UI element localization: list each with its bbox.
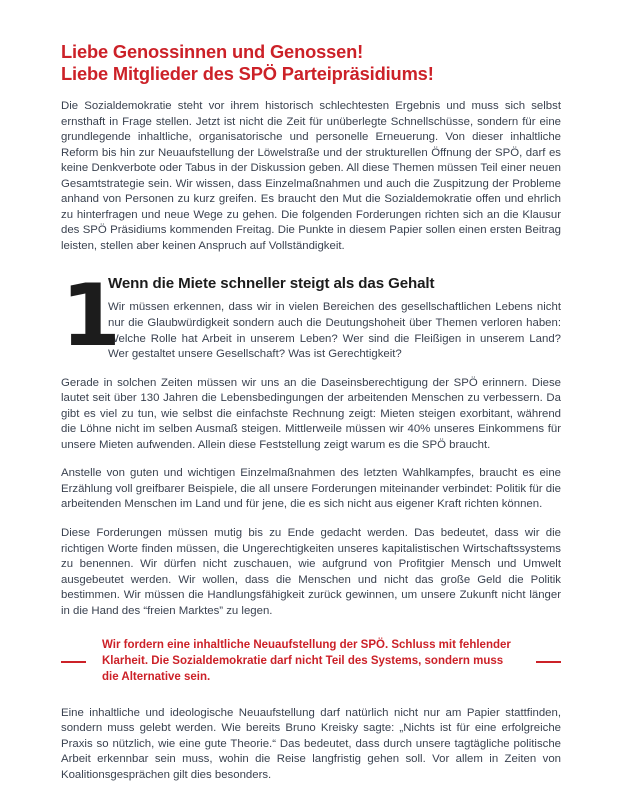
- section-paragraph-1: Wir müssen erkennen, dass wir in vielen Bereichen des gesellschaftlichen Lebens nicht nur die Glaubwürdigkeit sondern auch die Deutungshoheit über Themen verloren haben: Welche Rolle hat Arbeit in unserem Leben? Wer sind die Fleißigen in unserem Land? Wer gestaltet unsere Gesellschaft? Was ist Gerechtigkeit?: [108, 301, 561, 361]
- intro-paragraph: Die Sozialdemokratie steht vor ihrem historisch schlechtesten Ergebnis und muss sich selbst ernsthaft in Frage stellen. Jetzt ist nicht die Zeit für unüberlegte Schnellschüsse, sondern für eine grundlegende inhaltliche, organisatorische und personelle Erneuerung. Von dieser inhaltliche Reform bis hin zur Neuaufstellung der Löwelstraße und der strukturellen Öffnung der SPÖ, darf es keine Denkverbote oder Tabus in der Diskussion geben. All diese Themen müssen Teil einer neuen Gesamtstrategie sein. Wir wissen, dass Einzelmaßnahmen und auch die Zuspitzung der Probleme anhand von Personen zu kurz greifen. Es braucht den Mut die Sozialdemokratie offen und ehrlich zu hinterfragen und neue Wege zu gehen. Die folgenden Forderungen richten sich an die Klausur des SPÖ Präsidiums kommenden Freitag. Die Punkte in diesem Papier sollen einen ersten Beitrag leisten, stellen aber keinen Anspruch auf Vollständigkeit.: [61, 100, 561, 252]
- section-1: [61, 266, 561, 783]
- section-closing-paragraph: Eine inhaltliche und ideologische Neuaufstellung darf natürlich nicht nur am Papier stattfinden, sondern muss gelebt werden. Wie bereits Bruno Kreisky sagte: „Nichts ist für eine erfolgreiche Praxis so nützlich, wie eine gute Theorie.“ Das bedeutet, dass durch unsere tagtägliche politische Arbeit erkennbar sein muss, wohin die Reise langfristig gehen soll. Vor allem in Zeiten von Koalitionsgesprächen gilt dies besonders.: [61, 706, 561, 781]
- demand-callout: [61, 638, 561, 685]
- page-title-line-2: Liebe Mitglieder des SPÖ Parteipräsidiums!: [61, 62, 434, 84]
- section-paragraph-2: Gerade in solchen Zeiten müssen wir uns an die Daseinsberechtigung der SPÖ erinnern. Diese lautet seit über 130 Jahren die Lebensbedingungen der arbeitenden Menschen zu verbessern. Da gibt es viel zu tun, wie selbst die einfachste Rechnung zeigt: Mieten steigen exorbitant, während die Löhne nicht im selben Ausmaß steigen. Mittlerweile müssen wir 40% unseres Einkommens für unsere Mieten aufwenden. Allein diese Feststellung zeigt warum es die SPÖ braucht.: [61, 376, 561, 451]
- callout-rule-left-icon: [61, 661, 86, 664]
- section-paragraph-3: Anstelle von guten und wichtigen Einzelmaßnahmen des letzten Wahlkampfes, braucht es eine Erzählung voll greifbarer Beispiele, die all unsere Forderungen miteinander verbindet: Politik für die arbeitenden Menschen im Land und für jene, die es sich nicht aus eigener Kraft richten können.: [61, 467, 561, 511]
- page-title: [61, 41, 561, 84]
- section-paragraph-4: Diese Forderungen müssen mutig bis zu Ende gedacht werden. Das bedeutet, dass wir die richtigen Worte finden müssen, die Ungerechtigkeiten unseres kapitalistischen Wirtschaftssystems zu benennen. Wir dürfen nicht zuschauen, wie aufgrund von Profitgier Mensch und Umwelt ausgebeutet werden. Wir wollen, dass die Menschen und nicht das große Geld die Politik bestimmen. Wir müssen die Handlungsfähigkeit zurück gewinnen, um unsere Zukunft nicht länger in die Hand des “freien Marktes” zu legen.: [61, 527, 561, 617]
- callout-rule-right-icon: [536, 661, 561, 664]
- page-title-line-1: Liebe Genossinnen und Genossen!: [61, 41, 364, 62]
- section-number: 1: [61, 266, 119, 367]
- section-header-block: [108, 274, 561, 362]
- callout-text: Wir fordern eine inhaltliche Neuaufstellung der SPÖ. Schluss mit fehlender Klarheit. Die Sozialdemokratie darf nicht Teil des Systems, sondern muss die Alternative sein.: [102, 639, 511, 683]
- section-title: Wenn die Miete schneller steigt als das Gehalt: [108, 275, 435, 293]
